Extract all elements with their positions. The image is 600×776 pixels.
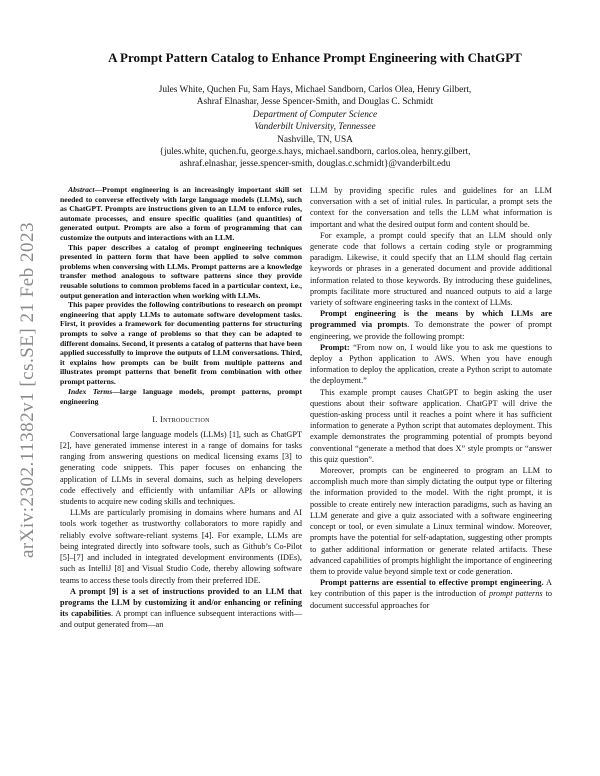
author-list-line2: Ashraf Elnashar, Jesse Spencer-Smith, and Douglas C. Schmidt (196, 97, 434, 108)
index-terms: Index Terms—large language models, prompt patterns, prompt engineering (60, 387, 303, 407)
abstract-p1: Abstract—Prompt engineering is an increasingly important skill set needed to converse effectively with large language models (LLMs), such as ChatGPT. Prompts are instructions given to an LLM to enforce rules, automate processes, and ensure specific qualities (and quantities) of generated output. Prompts are also a form of programming that can customize the outputs and interactions with an LLM. (60, 185, 302, 242)
right-column (310, 185, 552, 611)
example-prompt: Prompt: “From now on, I would like you to ask me questions to deploy a Python application to AWS. When you have enough information to deploy the application, create a Python script to automate the deployment.” (310, 342, 552, 386)
location: Nashville, TN, USA (277, 134, 353, 145)
abstract (60, 185, 302, 386)
abstract-p3: This paper provides the following contributions to research on prompt engineering that apply LLMs to automate software development tasks. First, it provides a framework for documenting patterns for structuring prompts to solve a range of problems so that they can be adapted to different domains. Second, it presents a catalog of patterns that have been applied successfully to improve the outputs of LLM conversations. Third, it explains how prompts can be built from multiple patterns and illustrates prompt patterns that benefit from combination with other prompt patterns. (60, 300, 302, 386)
right-p6: Prompt patterns are essential to effective prompt engineering. A key contribution of this paper is the introduction of prompt patterns to document successful approaches for (310, 578, 552, 610)
right-p4: This example prompt causes ChatGPT to begin asking the user questions about their software application. ChatGPT will drive the question-asking process until it reaches a point where it has sufficient information to generate a Python script that automates deployment. This example demonstrates the programming potential of prompts beyond conventional “generate a method that does X” style prompts or “answer this quiz question”. (310, 387, 552, 464)
arxiv-stamp (8, 190, 48, 590)
right-p3: Prompt engineering is the means by which LLMs are programmed via prompts. To demonstrate the power of prompt engineering, we provide the following prompt: (310, 309, 552, 341)
emails-line2: ashraf.elnashar, jesse.spencer-smith, douglas.c.schmidt}@vanderbilt.edu (179, 159, 451, 170)
abstract-label: Abstract (68, 185, 95, 194)
index-terms-label: Index Terms (68, 387, 113, 397)
intro-p1: Conversational large language models (LLMs) [1], such as ChatGPT [2], have generated immense interest in a range of domains for tasks ranging from answering questions on medical licensing exams [3] to generating code snippets. This paper focuses on enhancing the application of LLMs in several domains, such as helping developers code effectively and efficiently with unfamiliar APIs or allowing students to acquire new coding skills and techniques. (60, 429, 302, 507)
emails-line1: {jules.white, quchen.fu, george.s.hays, michael.sandborn, carlos.olea, henry.gilbert, (159, 147, 471, 158)
prompt-label: Prompt: (320, 342, 350, 352)
left-column (60, 185, 302, 631)
intro-p2: LLMs are particularly promising in domains where humans and AI tools work together as trustworthy collaborators to more rapidly and reliably evolve software-reliant systems [4]. For example, LLMs are being integrated directly into software tools, such as Github’s Co-Pilot [5]–[7] and included in integrated development environments (IDEs), such as IntelliJ [8] and Visual Studio Code, thereby allowing software teams to access these tools directly from their preferred IDE. (60, 508, 302, 585)
right-p1: LLM by providing specific rules and guidelines for an LLM conversation with a set of initial rules. In particular, a prompt sets the context for the conversation and tells the LLM what information is important and what the desired output form and content should be. (310, 186, 552, 229)
university: Vanderbilt University, Tennessee (254, 122, 376, 133)
intro-p3: A prompt [9] is a set of instructions provided to an LLM that programs the LLM by customizing it and/or enhancing or refining its capabilities. A prompt can influence subsequent interactions with—and output generated from—an (60, 586, 302, 630)
right-p2: For example, a prompt could specify that an LLM should only generate code that follows a certain coding style or programming paradigm. Likewise, it could specify that an LLM should flag certain keywords or phrases in a generated document and provide additional information related to those keywords. By introducing these guidelines, prompts facilitate more structured and nuanced outputs to aid a large variety of software engineering tasks in the context of LLMs. (310, 230, 552, 308)
department: Department of Computer Science (252, 109, 378, 120)
abstract-p2: This paper describes a catalog of prompt engineering techniques presented in pattern form that have been applied to solve common problems when conversing with LLMs. Prompt patterns are a knowledge transfer method analogous to software patterns since they provide reusable solutions to common problems faced in a particular context, i.e., output generation and interaction when working with LLMs. (60, 242, 302, 300)
author-block (80, 84, 550, 171)
right-p5: Moreover, prompts can be engineered to program an LLM to accomplish much more than simply dictating the output type or filtering the information provided to the model. With the right prompt, it is possible to create entirely new interaction paradigms, such as having an LLM generate and give a quiz associated with a software engineering concept or tool, or even simulate a Linux terminal window. Moreover, prompts have the potential for self-adaptation, suggesting other prompts to gather additional information or generate related artifacts. These advanced capabilities of prompts highlight the importance of engineering them to provide value beyond simple text or code generation. (310, 466, 552, 576)
paper-title: A Prompt Pattern Catalog to Enhance Prompt Engineering with ChatGPT (108, 50, 522, 65)
arxiv-identifier: arXiv:2302.11382v1 [cs.SE] 21 Feb 2023 (17, 222, 38, 558)
section-heading: I. Introduction (152, 414, 210, 424)
author-list-line1: Jules White, Quchen Fu, Sam Hays, Michael Sandborn, Carlos Olea, Henry Gilbert, (158, 85, 472, 95)
